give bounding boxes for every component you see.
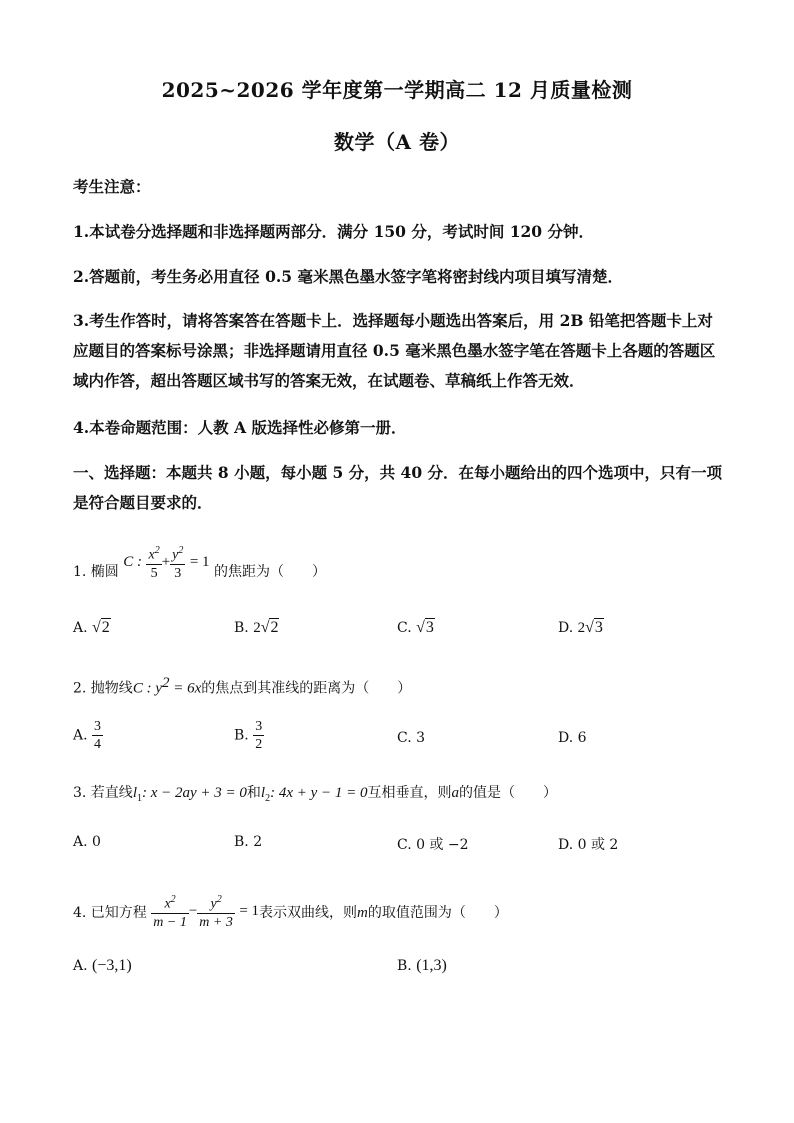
q4-den2: m + 3 — [199, 914, 233, 930]
q1-equation: C : $\frac{x^2}{5}$ + $\frac{y^2}{3}$ = 1 — [123, 542, 209, 582]
q1-eq-label: C : — [123, 553, 143, 570]
q3-option-d[interactable]: D. 0 或 2 — [558, 837, 619, 853]
q3-l1: l — [132, 785, 137, 801]
q3-mid: 和 — [246, 785, 261, 801]
q4-option-a[interactable] — [73, 957, 132, 975]
q1-option-a[interactable] — [73, 619, 111, 637]
q1-frac-y: $\frac{y^2}{3}$ — [170, 542, 185, 582]
q4-b-label: B. — [397, 958, 412, 974]
q1-eq-rhs: = 1 — [189, 553, 210, 570]
q2-eq-rest: = 6x — [169, 680, 202, 697]
q3-suffix1: 互相垂直，则 — [367, 785, 452, 801]
sqrt-icon: √2 — [260, 619, 279, 636]
notice-heading: 考生注意： — [73, 177, 151, 196]
q1-frac-x: $\frac{x^2}{5}$ — [146, 542, 161, 582]
q1-option-b[interactable] — [234, 619, 279, 637]
question-2: 2. 抛物线C : $y^2 = 6x$的焦点到其准线的距离为（ ） — [73, 675, 412, 697]
q1-a-label: A. — [73, 620, 88, 636]
sqrt-icon: √2 — [92, 619, 110, 636]
q4-prefix: 4. 已知方程 — [73, 904, 147, 921]
q3-var: a — [451, 785, 460, 801]
q1-den5: 5 — [150, 565, 158, 581]
q1-prefix: 1. 椭圆 — [73, 563, 119, 580]
q3-prefix: 3. 若直线 — [73, 785, 133, 801]
q1-y: y — [172, 547, 179, 563]
q2-option-c[interactable]: C. 3 — [397, 730, 426, 746]
exam-title: 2025~2026 学年度第一学期高二 12 月质量检测 — [161, 78, 633, 102]
q4-den1: m − 1 — [153, 914, 187, 930]
notice-item-4: 4.本卷命题范围：人教 A 版选择性必修第一册． — [73, 418, 407, 437]
q2-b-frac: $\frac{3}{2}$ — [255, 719, 263, 752]
q1-d-coef: 2 — [577, 620, 586, 636]
q2-option-d[interactable]: D. 6 — [558, 730, 587, 746]
q4-a-val: (−3,1) — [92, 957, 132, 974]
q4-eq-rhs: = 1 — [239, 902, 260, 919]
q4-suffix2: 的取值范围为（ ） — [367, 904, 508, 921]
q1-c-label: C. — [397, 620, 412, 636]
q3-l2: l — [260, 785, 266, 801]
q1-b-label: B. — [234, 620, 249, 636]
q4-var: m — [357, 904, 368, 921]
q3-suffix2: 的值是（ ） — [459, 785, 558, 801]
notice-item-3: 3.考生作答时，请将答案答在答题卡上．选择题每小题选出答案后，用 2B 铅笔把答题卡上对应题目的答案标号涂黑；非选择题请用直径 0.5 毫米黑色墨水签字笔在答题卡上各题的答题区域内作答，超出答题区域书写的答案无效，在试题卷、草稿纸上作答无效． — [73, 311, 716, 390]
q2-prefix: 2. 抛物线 — [73, 680, 133, 697]
q3-l2-eq: : 4x + y − 1 = 0 — [270, 785, 368, 801]
section-heading-choice: 一、选择题：本题共 8 小题，每小题 5 分，共 40 分．在每小题给出的四个选项中，只有一项是符合题目要求的． — [73, 463, 723, 512]
q2-a-label: A. — [73, 727, 88, 744]
q1-option-c[interactable] — [397, 619, 435, 637]
q4-b-val: (1,3) — [416, 957, 447, 974]
q2-eq: C : y — [132, 680, 162, 697]
q4-suffix1: 表示双曲线，则 — [259, 904, 358, 921]
q4-option-b[interactable] — [397, 957, 447, 975]
q4-y: y — [210, 896, 217, 912]
q2-option-b[interactable] — [234, 718, 264, 753]
q1-x: x — [148, 547, 155, 563]
q1-b-coef: 2 — [253, 620, 261, 636]
question-4 — [73, 893, 508, 933]
sqrt-icon: √3 — [585, 619, 603, 636]
q4-equation: $\frac{x^2}{m - 1}$ − $\frac{y^2}{m + 3}$ = 1 — [151, 891, 259, 931]
q2-suffix: 的焦点到其准线的距离为（ ） — [201, 680, 412, 697]
q3-option-c[interactable]: C. 0 或 −2 — [397, 837, 469, 853]
q1-option-d[interactable] — [558, 619, 604, 637]
notice-item-1: 1.本试卷分选择题和非选择题两部分．满分 150 分，考试时间 120 分钟． — [73, 222, 594, 241]
q4-frac-x: $\frac{x^2}{m - 1}$ — [151, 891, 189, 931]
q1-suffix: 的焦距为（ ） — [214, 563, 326, 580]
q2-b-label: B. — [234, 727, 249, 744]
q3-l1-eq: : x − 2ay + 3 = 0 — [141, 785, 247, 801]
q4-frac-y: $\frac{y^2}{m + 3}$ — [197, 891, 235, 931]
q3-option-a[interactable]: A. 0 — [73, 834, 101, 850]
q2-a-frac: $\frac{3}{4}$ — [94, 719, 102, 752]
question-3: 3. 若直线$l_1$: x − 2ay + 3 = 0和$l_2$: 4x + y − 1 = 0互相垂直，则a的值是（ ） — [73, 785, 558, 804]
q1-d-label: D. — [558, 620, 574, 636]
q2-option-a[interactable] — [73, 718, 103, 753]
q3-option-b[interactable]: B. 2 — [234, 834, 263, 850]
q1-den3: 3 — [174, 565, 182, 581]
q4-a-label: A. — [73, 958, 88, 974]
exam-subtitle: 数学（A 卷） — [334, 130, 460, 154]
notice-item-2: 2.答题前，考生务必用直径 0.5 毫米黑色墨水签字笔将密封线内项目填写清楚． — [73, 267, 623, 286]
q4-x: x — [164, 896, 171, 912]
question-1 — [73, 545, 326, 592]
sqrt-icon: √3 — [416, 619, 434, 636]
